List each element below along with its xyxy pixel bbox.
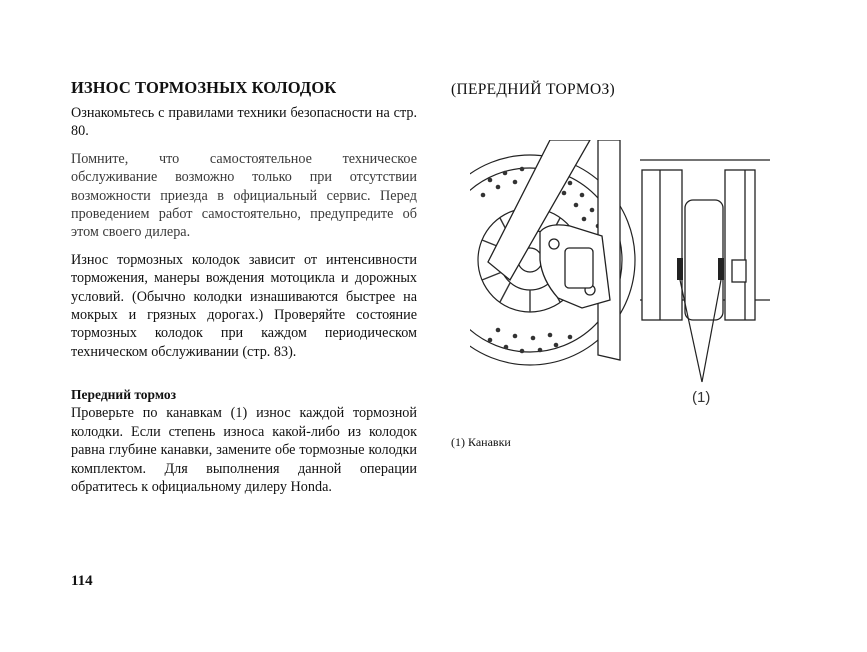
wear-info: Износ тормозных колодок зависит от интенсивности торможения, манеры вождения мотоцикла и дорожных условий. (Обычно колодки изнашиваются быстрее на мокрых и грязных дорогах.) Проверяйте состояние тормозных колодок при каждом периодическом техническом обслуживании (стр. 83). — [71, 251, 417, 360]
figure-title: (ПЕРЕДНИЙ ТОРМОЗ) — [451, 81, 616, 98]
figure-caption: (1) Канавки — [451, 435, 511, 449]
callout-label: (1) — [692, 389, 711, 406]
service-reminder: Помните, что самостоятельное техническое обслуживание возможно только при отсутствии возможности приезда в официальный сервис. Перед проведением работ самостоятельно, предупредите об этом своего дилера. — [71, 150, 417, 241]
front-brake-subtitle: Передний тормоз — [71, 387, 177, 403]
left-column — [71, 78, 417, 505]
brake-caliper — [540, 225, 610, 308]
pad-detail-inset — [640, 160, 770, 320]
brake-pad-illustration — [470, 140, 770, 420]
section-title: ИЗНОС ТОРМОЗНЫХ КОЛОДОК — [71, 78, 337, 97]
safety-note: Ознакомьтесь с правилами техники безопасности на стр. 80. — [71, 105, 417, 140]
page-number: 114 — [71, 573, 93, 589]
front-brake-instructions: Проверьте по канавкам (1) износ каждой тормозной колодки. Если степень износа какой-либо из колодок равна глубине канавки, замените обе тормозные колодки комплектом. Для выполнения данной операции обратитесь к официальному дилеру Honda. — [71, 405, 417, 495]
